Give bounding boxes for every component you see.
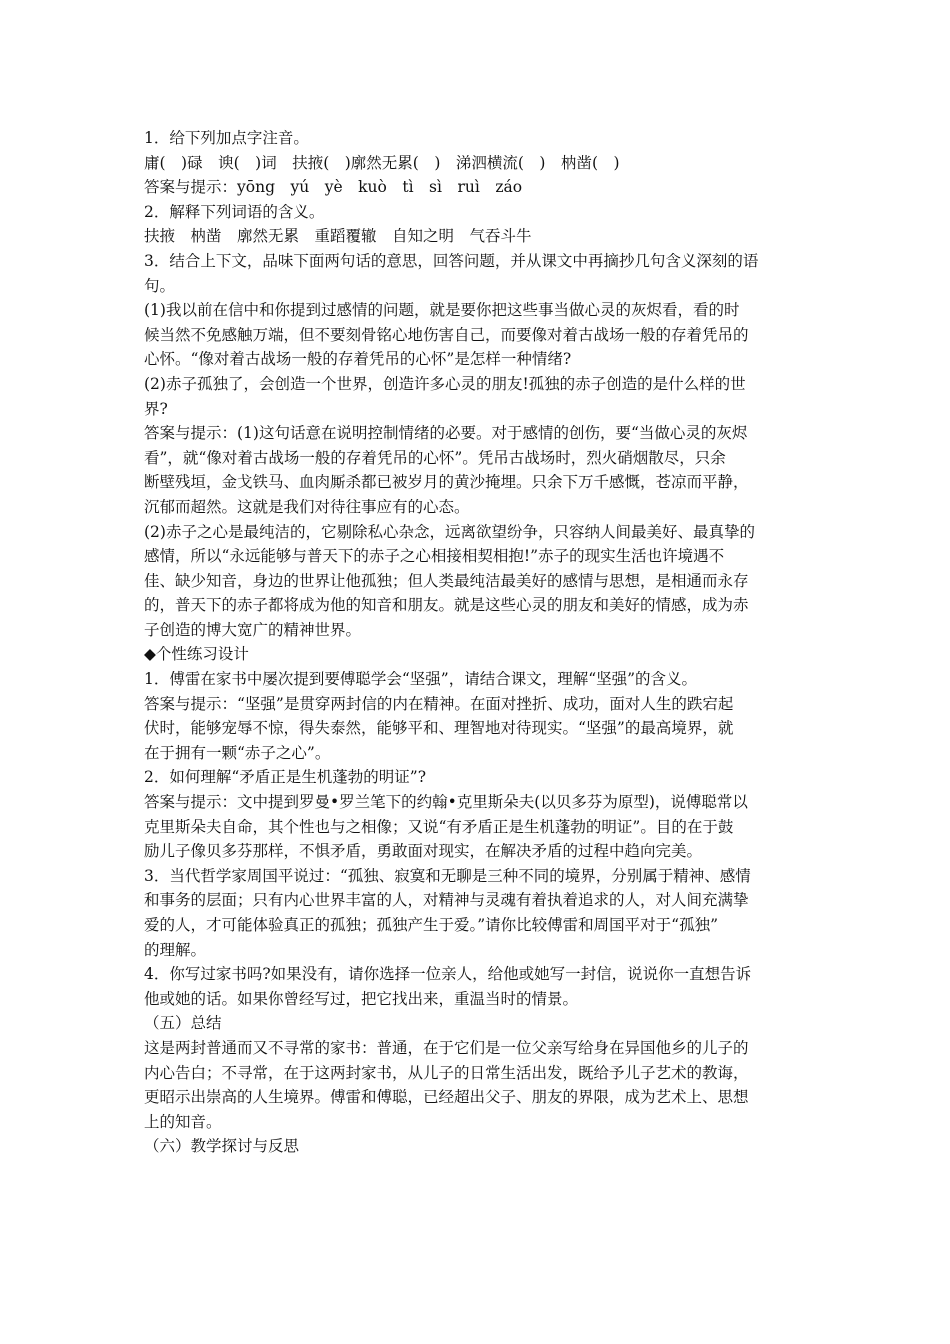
text-line: 爱的人，才可能体验真正的孤独；孤独产生于爱。”请你比较傅雷和周国平对于“孤独” [144,916,719,934]
text-line: 在于拥有一颗“赤子之心”。 [144,743,331,762]
text-line: 的，普天下的赤子都将成为他的知音和朋友。就是这些心灵的朋友和美好的情感，成为赤 [144,596,749,615]
text-line: 扶掖 枘凿 廓然无累 重蹈覆辙 自知之明 气吞斗牛 [144,227,532,246]
text-line: ◆个性练习设计 [144,645,249,664]
document-body [144,126,816,1159]
text-line: 和事务的层面；只有内心世界丰富的人，对精神与灵魂有着执着追求的人，对人间充满挚 [144,891,749,910]
text-line: 2．如何理解“矛盾正是生机蓬勃的明证”? [144,768,427,787]
text-line: 界? [144,399,168,418]
text-line: 答案与提示：yōng yú yè kuò tì sì ruì záo [144,178,523,197]
text-line: （五）总结 [144,1014,222,1033]
text-line: 答案与提示：“坚强”是贯穿两封信的内在精神。在面对挫折、成功，面对人生的跌宕起 [144,694,734,713]
text-line: 看”，就“像对着古战场一般的存着凭吊的心怀”。凭吊古战场时，烈火硝烟散尽，只余 [144,448,726,467]
text-line: 3．结合上下文，品味下面两句话的意思，回答问题，并从课文中再摘抄几句含义深刻的语 [144,251,759,270]
text-line: (2)赤子孤独了，会创造一个世界，创造许多心灵的朋友!孤独的赤子创造的是什么样的世 [144,374,746,393]
text-line: 伏时，能够宠辱不惊，得失泰然，能够平和、理智地对待现实。“坚强”的最高境界，就 [144,719,734,738]
text-line: 3．当代哲学家周国平说过：“孤独、寂寞和无聊是三种不同的境界，分别属于精神、感情 [144,866,751,885]
text-line: 励儿子像贝多芬那样，不惧矛盾，勇敢面对现实，在解决矛盾的过程中趋向完美。 [144,842,703,861]
text-line: 答案与提示：(1)这句话意在说明控制情绪的必要。对于感情的创伤，要“当做心灵的灰烬 [144,424,748,443]
text-line: 候当然不免感触万端，但不要刻骨铭心地伤害自己，而要像对着古战场一般的存着凭吊的 [144,325,749,344]
text-line: 克里斯朵夫自命，其个性也与之相像；又说“有矛盾正是生机蓬勃的明证”。目的在于鼓 [144,817,734,836]
text-line: 这是两封普通而又不寻常的家书：普通，在于它们是一位父亲写给身在异国他乡的儿子的 [144,1038,749,1057]
text-line: 沉郁而超然。这就是我们对待往事应有的心态。 [144,497,470,516]
text-line: 4．你写过家书吗?如果没有，请你选择一位亲人，给他或她写一封信，说说你一直想告诉 [144,965,752,984]
text-line: 更昭示出崇高的人生境界。傅雷和傅聪，已经超出父子、朋友的界限，成为艺术上、思想 [144,1088,749,1107]
text-line: 答案与提示：文中提到罗曼•罗兰笔下的约翰•克里斯朵夫(以贝多芬为原型)，说傅聪常以 [144,793,748,812]
text-line: 1．给下列加点字注音。 [144,129,309,147]
text-line: 的理解。 [144,940,207,959]
text-line: (2)赤子之心是最纯洁的，它剔除私心杂念，远离欲望纷争，只容纳人间最美好、最真挚的 [144,522,755,541]
text-line: 1．傅雷在家书中屡次提到要傅聪学会“坚强”，请结合课文，理解“坚强”的含义。 [144,670,698,689]
text-line: 庸( )碌 谀( )词 扶掖( )廓然无累( ) 涕泗横流( ) 枘凿( ) [144,153,620,172]
text-line: (1)我以前在信中和你提到过感情的问题，就是要你把这些事当做心灵的灰烬看，看的时 [144,301,740,320]
text-line: （六）教学探讨与反思 [144,1137,300,1156]
text-line: 断壁残垣，金戈铁马、血肉厮杀都已被岁月的黄沙掩埋。只余下万千感慨，苍凉而平静， [144,473,749,492]
text-line: 句。 [144,276,176,295]
text-line: 感情，所以“永远能够与普天下的赤子之心相接相契相抱!”赤子的现实生活也许境遇不 [144,547,725,566]
text-line: 佳、缺少知音，身边的世界让他孤独；但人类最纯洁最美好的感情与思想，是相通而永存 [144,571,749,590]
text-line: 上的知音。 [144,1112,222,1131]
text-line: 他或她的话。如果你曾经写过，把它找出来，重温当时的情景。 [144,989,579,1008]
text-line: 子创造的博大宽广的精神世界。 [144,620,362,639]
text-line: 心怀。“像对着古战场一般的存着凭吊的心怀”是怎样一种情绪? [144,350,572,369]
text-line: 内心告白；不寻常，在于这两封家书，从儿子的日常生活出发，既给予儿子艺术的教诲， [144,1063,749,1082]
text-line: 2．解释下列词语的含义。 [144,202,325,221]
